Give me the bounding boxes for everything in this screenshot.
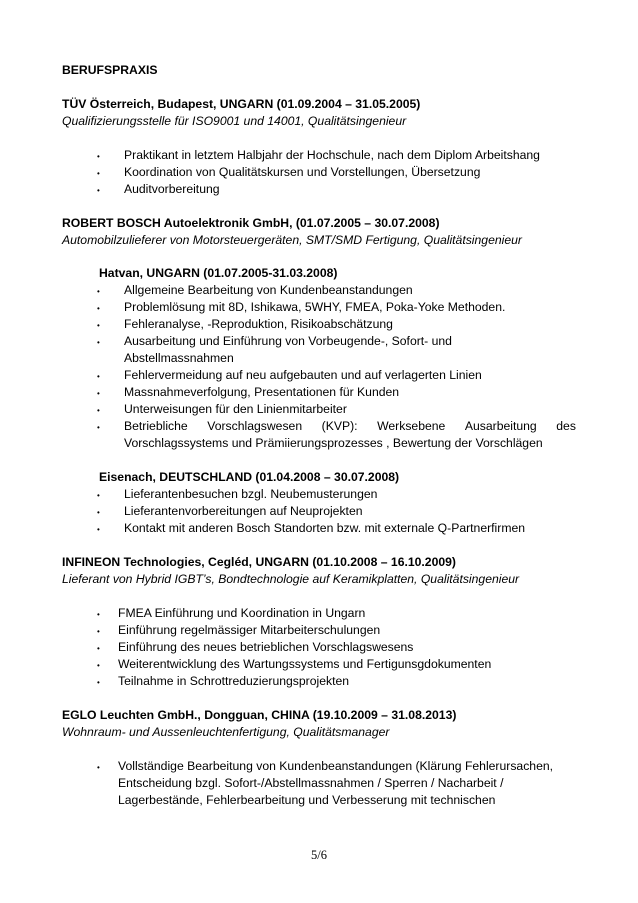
bullet-icon: • xyxy=(97,287,100,296)
list-item-text: Lieferantenbesuchen bzgl. Neubemusterungen xyxy=(124,487,378,501)
job-title: EGLO Leuchten GmbH., Dongguan, CHINA (19.10.2009 – 31.08.2013) xyxy=(62,708,457,722)
list-item-text: FMEA Einführung und Koordination in Ungarn xyxy=(118,606,366,620)
bullet-icon: • xyxy=(97,186,100,195)
bullet-icon: • xyxy=(97,169,100,178)
list-item-text xyxy=(124,418,576,435)
list-item-text: Fehlervermeidung auf neu aufgebauten und auf verlagerten Linien xyxy=(124,368,482,382)
word: Ausarbeitung xyxy=(464,419,537,433)
list-item-text: Auditvorbereitung xyxy=(124,182,220,196)
list-item-text: Fehleranalyse, -Reproduktion, Risikoabschätzung xyxy=(124,317,393,331)
bullet-icon: • xyxy=(97,406,100,415)
list-item-text: Vollständige Bearbeitung von Kundenbeanstandungen (Klärung Fehlerursachen, xyxy=(118,759,554,773)
list-item-text: Vorschlagssystems und Prämiierungsprozesses , Bewertung der Vorschlägen xyxy=(124,436,543,450)
location-title: Hatvan, UNGARN (01.07.2005-31.03.2008) xyxy=(99,266,338,280)
job-title: ROBERT BOSCH Autoelektronik GmbH, (01.07.2005 – 30.07.2008) xyxy=(62,216,440,230)
bullet-icon: • xyxy=(97,627,100,636)
list-item-text: Abstellmassnahmen xyxy=(124,351,234,365)
job-subtitle: Qualifizierungsstelle für ISO9001 und 14001, Qualitätsingenieur xyxy=(62,114,407,128)
word: Werksebene xyxy=(377,419,446,433)
bullet-icon: • xyxy=(97,338,100,347)
bullet-icon: • xyxy=(97,372,100,381)
list-item-text: Weiterentwicklung des Wartungssystems und Fertigunsgdokumenten xyxy=(118,657,492,671)
list-item-text: Ausarbeitung und Einführung von Vorbeugende-, Sofort- und xyxy=(124,334,452,348)
bullet-icon: • xyxy=(97,152,100,161)
bullet-icon: • xyxy=(97,644,100,653)
bullet-icon: • xyxy=(97,763,100,772)
list-item-text: Praktikant in letztem Halbjahr der Hochschule, nach dem Diplom Arbeitshang xyxy=(124,148,540,162)
word: Betriebliche xyxy=(124,419,188,433)
list-item-text: Lagerbestände, Fehlerbearbeitung und Verbesserung mit technischen xyxy=(118,793,496,807)
list-item-text: Allgemeine Bearbeitung von Kundenbeanstandungen xyxy=(124,283,413,297)
bullet-icon: • xyxy=(97,508,100,517)
section-heading: BERUFSPRAXIS xyxy=(62,63,158,77)
word: Vorschlagswesen xyxy=(207,419,303,433)
bullet-icon: • xyxy=(97,304,100,313)
list-item-text: Unterweisungen für den Linienmitarbeiter xyxy=(124,402,347,416)
job-subtitle: Wohnraum- und Aussenleuchtenfertigung, Qualitätsmanager xyxy=(62,725,390,739)
list-item-text: Teilnahme in Schrottreduzierungsprojekten xyxy=(118,674,350,688)
list-item-text: Problemlösung mit 8D, Ishikawa, 5WHY, FMEA, Poka-Yoke Methoden. xyxy=(124,300,506,314)
bullet-icon: • xyxy=(97,525,100,534)
job-subtitle: Lieferant von Hybrid IGBT’s, Bondtechnologie auf Keramikplatten, Qualitätsingenieur xyxy=(62,572,520,586)
bullet-icon: • xyxy=(97,678,100,687)
bullet-icon: • xyxy=(97,321,100,330)
bullet-icon: • xyxy=(97,491,100,500)
bullet-icon: • xyxy=(97,389,100,398)
list-item-text: Einführung regelmässiger Mitarbeiterschulungen xyxy=(118,623,381,637)
bullet-icon: • xyxy=(97,423,100,432)
list-item-text: Koordination von Qualitätskursen und Vorstellungen, Übersetzung xyxy=(124,165,481,179)
bullet-icon: • xyxy=(97,610,100,619)
list-item-text: Kontakt mit anderen Bosch Standorten bzw. mit externale Q-Partnerfirmen xyxy=(124,521,526,535)
location-title: Eisenach, DEUTSCHLAND (01.04.2008 – 30.07.2008) xyxy=(99,470,400,484)
word: des xyxy=(556,419,576,433)
word: (KVP): xyxy=(321,419,358,433)
job-title: INFINEON Technologies, Cegléd, UNGARN (01.10.2008 – 16.10.2009) xyxy=(62,555,456,569)
job-subtitle: Automobilzulieferer von Motorsteuergeräten, SMT/SMD Fertigung, Qualitätsingenieur xyxy=(62,233,522,247)
list-item-text: Entscheidung bzgl. Sofort-/Abstellmassnahmen / Sperren / Nacharbeit / xyxy=(118,776,504,790)
job-title: TÜV Österreich, Budapest, UNGARN (01.09.2004 – 31.05.2005) xyxy=(62,97,421,111)
page-number: 5/6 xyxy=(311,848,327,862)
list-item-text: Massnahmeverfolgung, Presentationen für Kunden xyxy=(124,385,400,399)
list-item-text: Einführung des neues betrieblichen Vorschlagswesens xyxy=(118,640,414,654)
list-item-text: Lieferantenvorbereitungen auf Neuprojekten xyxy=(124,504,363,518)
bullet-icon: • xyxy=(97,661,100,670)
